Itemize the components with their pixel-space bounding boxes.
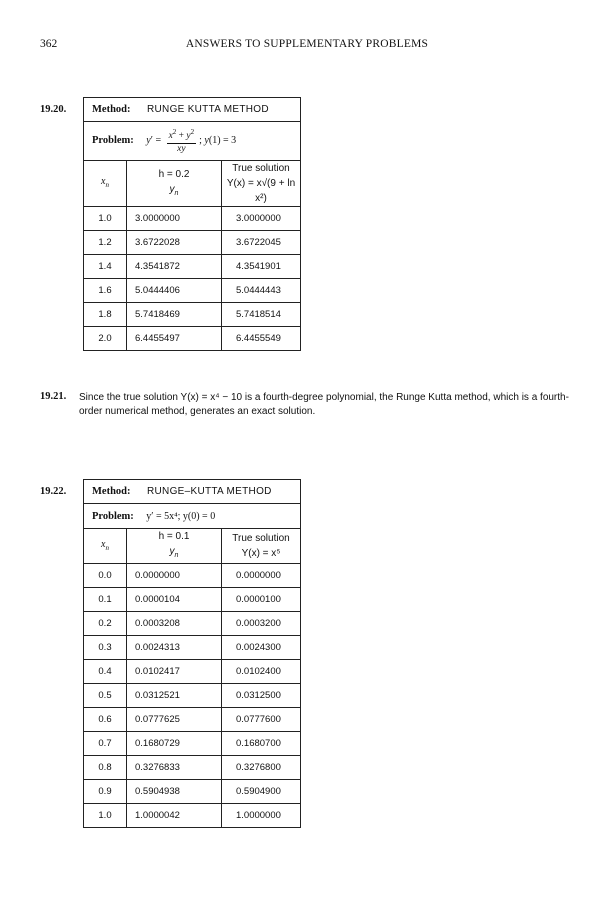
problem-text: Since the true solution Y(x) = x⁴ − 10 is a fourth-degree polynomial, the Runge Kutta method, which is a fourth-order numerical method, generates an exact solution.: [79, 392, 569, 417]
approx-value: 0.0312521: [127, 684, 222, 708]
column-header-true: [222, 529, 301, 564]
x-value: 1.4: [84, 255, 127, 279]
table-row: [84, 732, 301, 756]
approx-value: 0.5904938: [127, 780, 222, 804]
approx-value: 0.0000104: [127, 588, 222, 612]
approx-value: 0.0000000: [127, 564, 222, 588]
problem-row: [84, 122, 301, 161]
method-row: [84, 98, 301, 122]
approx-value: 0.0003208: [127, 612, 222, 636]
table-row: [84, 756, 301, 780]
problem-equation: y′ = 5x⁴; y(0) = 0: [146, 510, 216, 522]
column-header-x: $x_n$: [84, 529, 127, 564]
x-value: 0.1: [84, 588, 127, 612]
x-value: 1.0: [84, 207, 127, 231]
approx-value: 1.0000042: [127, 804, 222, 828]
true-solution-label: True solution: [232, 533, 290, 544]
x-value: 0.9: [84, 780, 127, 804]
x-value: 1.2: [84, 231, 127, 255]
table-row: [84, 804, 301, 828]
true-value: 0.1680700: [222, 732, 301, 756]
problem-number: 19.21.: [40, 391, 67, 402]
x-value: 0.3: [84, 636, 127, 660]
table-row: [84, 327, 301, 351]
true-value: 3.6722045: [222, 231, 301, 255]
table-row: [84, 660, 301, 684]
true-value: 6.4455549: [222, 327, 301, 351]
x-value: 0.6: [84, 708, 127, 732]
column-header-approx: h = 0.2 $y_n$: [127, 161, 222, 207]
problem-row: [84, 504, 301, 529]
table-row: [84, 780, 301, 804]
method-label: Method:: [92, 104, 131, 115]
true-value: 0.3276800: [222, 756, 301, 780]
approx-value: 0.0102417: [127, 660, 222, 684]
true-value: 0.5904900: [222, 780, 301, 804]
column-header-row: [84, 161, 301, 207]
step-size-label: h = 0.2: [158, 168, 190, 180]
page-number: 362: [40, 38, 58, 50]
step-size-label: h = 0.1: [158, 531, 190, 542]
x-value: 1.8: [84, 303, 127, 327]
true-solution-label: True solution: [232, 163, 290, 174]
true-value: 0.0000100: [222, 588, 301, 612]
method-label: Method:: [92, 486, 131, 497]
true-value: 0.0312500: [222, 684, 301, 708]
x-value: 0.2: [84, 612, 127, 636]
column-header-row: [84, 529, 301, 564]
x-value: 0.7: [84, 732, 127, 756]
x-value: 0.8: [84, 756, 127, 780]
true-value: 5.7418514: [222, 303, 301, 327]
x-value: 2.0: [84, 327, 127, 351]
table-row: [84, 612, 301, 636]
column-header-true: [222, 161, 301, 207]
column-header-approx: h = 0.1 $y_n$: [127, 529, 222, 564]
problem-label: Problem:: [92, 510, 134, 522]
true-value: 0.0003200: [222, 612, 301, 636]
approx-value: 4.3541872: [127, 255, 222, 279]
true-value: 0.0000000: [222, 564, 301, 588]
true-solution-formula: Y(x) = x⁵: [241, 548, 281, 559]
table-row: [84, 207, 301, 231]
problem-number: 19.20.: [40, 104, 67, 115]
problem-number: 19.22.: [40, 486, 67, 497]
problem-label: Problem:: [92, 135, 134, 147]
table-row: [84, 255, 301, 279]
approx-value: 5.0444406: [127, 279, 222, 303]
approx-value: 0.0777625: [127, 708, 222, 732]
approx-value: 6.4455497: [127, 327, 222, 351]
x-value: 0.5: [84, 684, 127, 708]
column-header-x: $x_n$: [84, 161, 127, 207]
table-row: [84, 588, 301, 612]
true-value: 5.0444443: [222, 279, 301, 303]
x-value: 0.4: [84, 660, 127, 684]
approx-value: 0.1680729: [127, 732, 222, 756]
true-solution-formula: Y(x) = x√(9 + ln x²): [226, 178, 296, 204]
true-value: 3.0000000: [222, 207, 301, 231]
table-row: [84, 279, 301, 303]
true-value: 0.0102400: [222, 660, 301, 684]
problem-equation: y′ = $\frac{x^2 + y^2}{xy}$ ; y(1) = 3: [146, 128, 237, 154]
running-head: ANSWERS TO SUPPLEMENTARY PROBLEMS: [185, 38, 429, 50]
approx-value: 3.6722028: [127, 231, 222, 255]
table-row: [84, 708, 301, 732]
table-row: [84, 636, 301, 660]
approx-value: 5.7418469: [127, 303, 222, 327]
results-table-19-20: [83, 97, 301, 351]
x-value: 0.0: [84, 564, 127, 588]
true-value: 0.0024300: [222, 636, 301, 660]
table-row: [84, 231, 301, 255]
table-row: [84, 303, 301, 327]
true-value: 1.0000000: [222, 804, 301, 828]
approx-value: 3.0000000: [127, 207, 222, 231]
method-name: RUNGE KUTTA METHOD: [147, 104, 269, 115]
method-name: RUNGE–KUTTA METHOD: [147, 486, 272, 497]
results-table-19-22: [83, 479, 301, 828]
x-value: 1.0: [84, 804, 127, 828]
approx-value: 0.0024313: [127, 636, 222, 660]
method-row: [84, 480, 301, 504]
table-row: [84, 564, 301, 588]
table-row: [84, 684, 301, 708]
true-value: 4.3541901: [222, 255, 301, 279]
true-value: 0.0777600: [222, 708, 301, 732]
x-value: 1.6: [84, 279, 127, 303]
approx-value: 0.3276833: [127, 756, 222, 780]
